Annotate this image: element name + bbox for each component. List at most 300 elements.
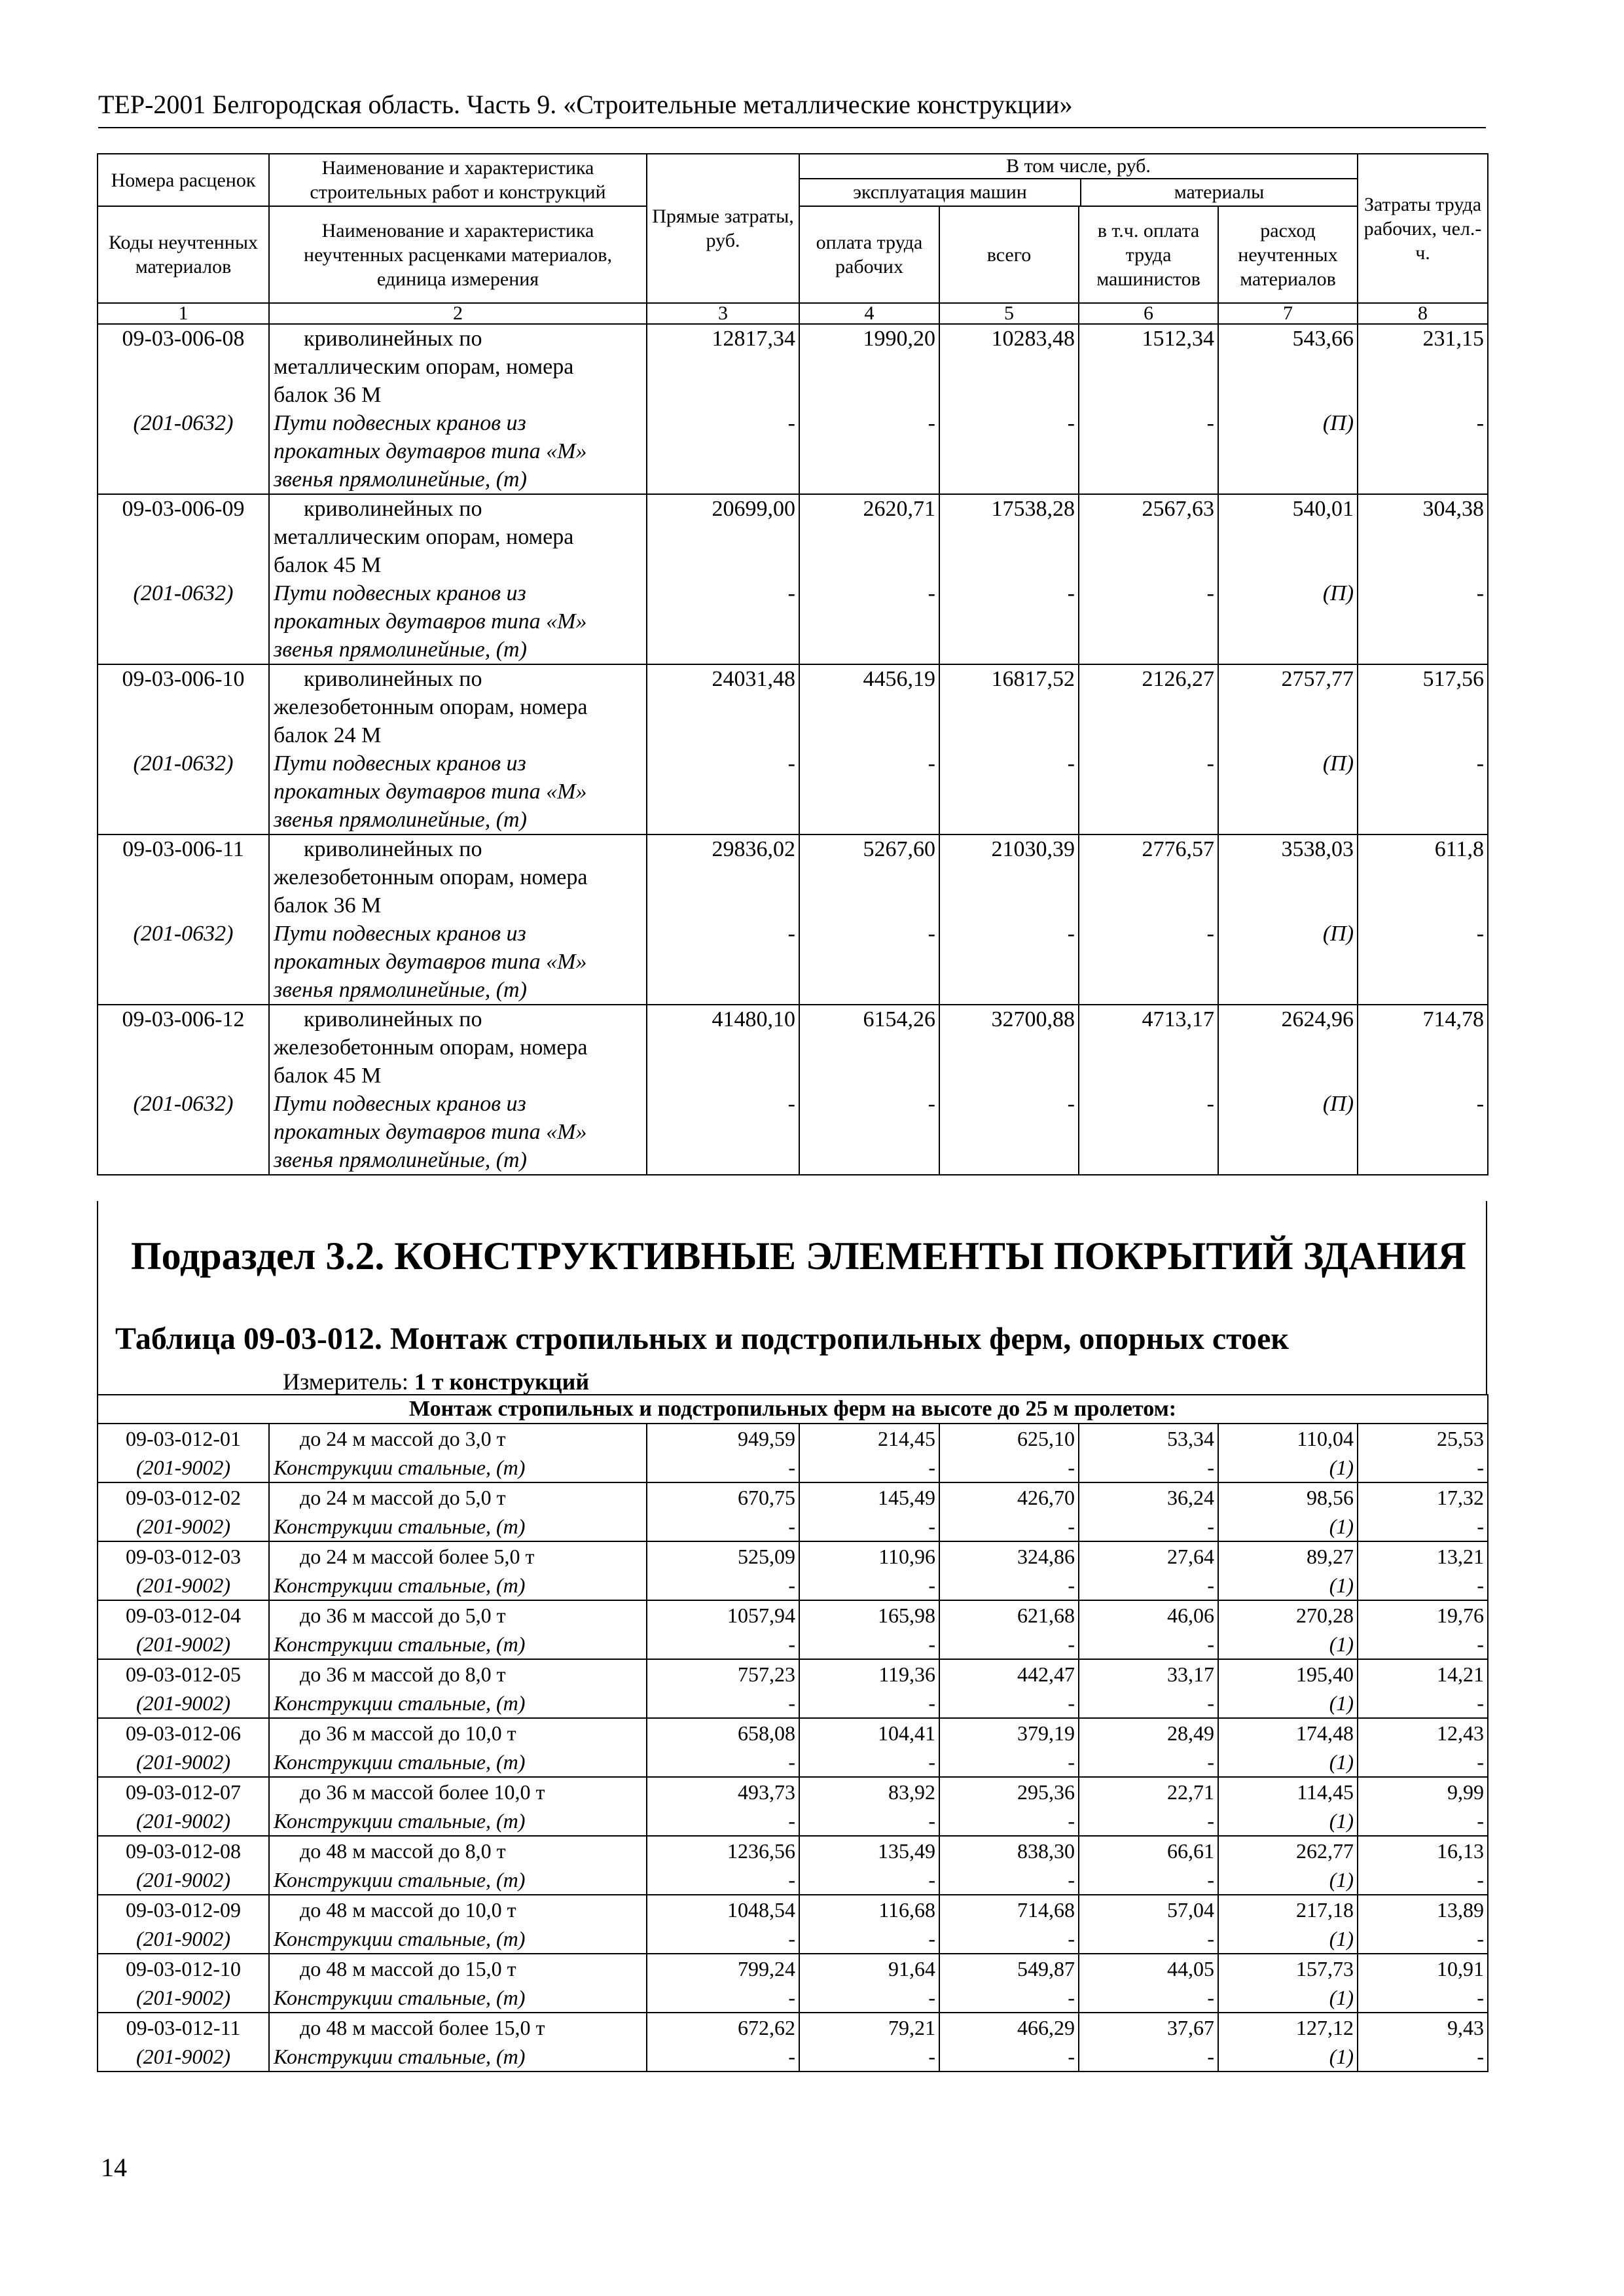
value-v5: 379,19 xyxy=(939,1718,1079,1748)
section-title: Подраздел 3.2. КОНСТРУКТИВНЫЕ ЭЛЕМЕНТЫ ПОКРЫТИЙ ЗДАНИЯ xyxy=(131,1234,1466,1278)
material-value-v3: - xyxy=(787,751,795,776)
material-value: - xyxy=(799,1453,939,1482)
rate-code: 09-03-006-11 xyxy=(122,837,244,861)
rate-name: до 48 м массой до 15,0 т xyxy=(269,1954,647,1983)
value-v4: 1990,20 xyxy=(863,327,935,351)
material-value: - xyxy=(939,1924,1079,1954)
value-v8: 12,43 xyxy=(1358,1718,1488,1748)
material-row xyxy=(98,1865,1488,1895)
value-v8: 9,43 xyxy=(1358,2013,1488,2042)
value-v3: 672,62 xyxy=(647,2013,799,2042)
col-header-machines-total: всего xyxy=(939,206,1079,303)
measure-unit xyxy=(283,1368,589,1395)
material-value-v6: - xyxy=(1206,751,1214,776)
material-value: - xyxy=(799,1983,939,2013)
material-code: (201-9002) xyxy=(98,2042,269,2072)
material-value-v3: - xyxy=(787,411,795,435)
material-row xyxy=(98,1924,1488,1954)
material-value: - xyxy=(939,1571,1079,1600)
material-value: - xyxy=(647,1865,799,1895)
value-v6: 57,04 xyxy=(1079,1895,1218,1924)
material-value-v4: - xyxy=(928,581,935,605)
material-value-v5: - xyxy=(1067,751,1075,776)
value-v3: 12817,34 xyxy=(712,327,795,351)
value-v3: 24031,48 xyxy=(712,667,795,691)
table-row xyxy=(98,1541,1488,1571)
value-cell-v8 xyxy=(1358,494,1488,664)
value-cell-v8 xyxy=(1358,834,1488,1005)
value-v3: 670,75 xyxy=(647,1482,799,1512)
material-value: - xyxy=(1079,1630,1218,1659)
col-header-unaccounted-codes: Коды неучтенных материалов xyxy=(98,206,269,303)
value-v8: 9,99 xyxy=(1358,1777,1488,1806)
value-v5: 16817,52 xyxy=(991,667,1075,691)
value-v4: 83,92 xyxy=(799,1777,939,1806)
col-header-work-name: Наименование и характеристика строительных работ и конструкций xyxy=(269,154,647,206)
material-value: - xyxy=(1358,1748,1488,1777)
col-num: 5 xyxy=(939,303,1079,324)
table-row xyxy=(98,1836,1488,1865)
material-code: (201-9002) xyxy=(98,1924,269,1954)
material-name: Конструкции стальные, (т) xyxy=(269,1924,647,1954)
material-code: (201-9002) xyxy=(98,1748,269,1777)
col-header-including-group xyxy=(799,154,1358,206)
rate-name-line: железобетонным опорам, номера xyxy=(274,695,588,719)
rate-name-cell xyxy=(269,664,647,834)
rate-code: 09-03-012-03 xyxy=(98,1541,269,1571)
value-cell-v5 xyxy=(939,834,1079,1005)
material-code: (201-9002) xyxy=(98,1512,269,1541)
material-value: - xyxy=(1358,1983,1488,2013)
table-row xyxy=(98,1659,1488,1689)
value-v6: 33,17 xyxy=(1079,1659,1218,1689)
material-name-line: Пути подвесных кранов из xyxy=(274,1092,526,1116)
material-value: - xyxy=(647,1983,799,2013)
value-v5: 10283,48 xyxy=(991,327,1075,351)
value-cell-v8 xyxy=(1358,1005,1488,1175)
col-header-direct-costs: Прямые затраты, руб. xyxy=(647,154,799,303)
rate-name: до 36 м массой до 5,0 т xyxy=(269,1600,647,1630)
col-header-material-use: расход неучтенных материалов xyxy=(1218,206,1358,303)
material-name-line: Пути подвесных кранов из xyxy=(274,411,526,435)
material-value-v8: - xyxy=(1476,581,1485,605)
col-header-labor: Затраты труда рабочих, чел.-ч. xyxy=(1358,154,1488,303)
material-value: - xyxy=(647,1512,799,1541)
rate-code: 09-03-012-09 xyxy=(98,1895,269,1924)
value-v3: 20699,00 xyxy=(712,497,795,521)
value-v5: 295,36 xyxy=(939,1777,1079,1806)
material-code: (201-0632) xyxy=(133,1092,234,1116)
material-name: Конструкции стальные, (т) xyxy=(269,1806,647,1836)
material-code: (201-9002) xyxy=(98,1983,269,2013)
material-value-v7: (П) xyxy=(1322,581,1354,605)
value-v8: 19,76 xyxy=(1358,1600,1488,1630)
material-code: (201-0632) xyxy=(133,751,234,776)
material-value: - xyxy=(647,1806,799,1836)
rate-code: 09-03-006-10 xyxy=(122,667,245,691)
material-value-v5: - xyxy=(1067,581,1075,605)
material-name-line: звенья прямолинейные, (т) xyxy=(274,978,527,1002)
value-v7: 270,28 xyxy=(1218,1600,1358,1630)
page-number: 14 xyxy=(101,2153,127,2182)
value-cell-v3 xyxy=(647,324,799,494)
material-row xyxy=(98,1630,1488,1659)
col-num: 4 xyxy=(799,303,939,324)
material-value-v4: - xyxy=(928,411,935,435)
rate-name: до 36 м массой до 8,0 т xyxy=(269,1659,647,1689)
material-value: - xyxy=(799,1512,939,1541)
value-cell-v6 xyxy=(1079,1005,1218,1175)
rate-code: 09-03-006-09 xyxy=(122,497,245,521)
material-value: (1) xyxy=(1218,2042,1358,2072)
value-v6: 66,61 xyxy=(1079,1836,1218,1865)
material-name-line: звенья прямолинейные, (т) xyxy=(274,808,527,832)
col-header-including: В том числе, руб. xyxy=(800,154,1357,179)
rate-code: 09-03-012-05 xyxy=(98,1659,269,1689)
value-v4: 6154,26 xyxy=(863,1007,935,1031)
table-row xyxy=(98,1424,1488,1453)
material-value: - xyxy=(1079,1512,1218,1541)
material-value: - xyxy=(939,1865,1079,1895)
col-num: 8 xyxy=(1358,303,1488,324)
material-value: - xyxy=(1358,1924,1488,1954)
material-value: (1) xyxy=(1218,1924,1358,1954)
material-name-line: прокатных двутавров типа «М» xyxy=(274,950,587,974)
col-num: 2 xyxy=(269,303,647,324)
material-value: (1) xyxy=(1218,1983,1358,2013)
material-name-line: прокатных двутавров типа «М» xyxy=(274,1120,587,1144)
material-code: (201-9002) xyxy=(98,1630,269,1659)
table-row xyxy=(98,664,1488,834)
col-header-machines: эксплуатация машин xyxy=(800,179,1081,206)
material-value-v5: - xyxy=(1067,922,1075,946)
material-value: - xyxy=(939,1689,1079,1718)
material-value: - xyxy=(1358,1689,1488,1718)
material-value: - xyxy=(1358,2042,1488,2072)
material-value: - xyxy=(1079,1689,1218,1718)
value-v4: 116,68 xyxy=(799,1895,939,1924)
material-value-v4: - xyxy=(928,922,935,946)
value-v5: 838,30 xyxy=(939,1836,1079,1865)
value-v3: 525,09 xyxy=(647,1541,799,1571)
value-cell-v3 xyxy=(647,664,799,834)
table-row xyxy=(98,2013,1488,2042)
value-v4: 4456,19 xyxy=(863,667,935,691)
value-v8: 10,91 xyxy=(1358,1954,1488,1983)
table-row xyxy=(98,1895,1488,1924)
material-value: - xyxy=(939,1453,1079,1482)
material-name-line: прокатных двутавров типа «М» xyxy=(274,780,587,804)
rate-name-line: балок 36 М xyxy=(274,383,382,407)
material-value: (1) xyxy=(1218,1806,1358,1836)
rate-code-cell xyxy=(98,834,269,1005)
section-box xyxy=(97,1201,1487,1394)
material-code: (201-0632) xyxy=(133,922,234,946)
material-value: - xyxy=(647,1630,799,1659)
col-num: 7 xyxy=(1218,303,1358,324)
value-v4: 91,64 xyxy=(799,1954,939,1983)
material-code: (201-9002) xyxy=(98,1806,269,1836)
value-v5: 32700,88 xyxy=(991,1007,1075,1031)
material-value: - xyxy=(1358,1630,1488,1659)
rate-name-cell xyxy=(269,494,647,664)
material-value: - xyxy=(1079,1748,1218,1777)
material-value: (1) xyxy=(1218,1453,1358,1482)
material-value: - xyxy=(799,1571,939,1600)
rate-code: 09-03-012-02 xyxy=(98,1482,269,1512)
material-name: Конструкции стальные, (т) xyxy=(269,1748,647,1777)
rate-name: до 48 м массой до 10,0 т xyxy=(269,1895,647,1924)
value-cell-v6 xyxy=(1079,664,1218,834)
material-name-line: звенья прямолинейные, (т) xyxy=(274,467,527,492)
material-value-v3: - xyxy=(787,581,795,605)
value-v7: 540,01 xyxy=(1292,497,1354,521)
rate-name-cell xyxy=(269,834,647,1005)
value-v6: 53,34 xyxy=(1079,1424,1218,1453)
value-v8: 16,13 xyxy=(1358,1836,1488,1865)
material-row xyxy=(98,1983,1488,2013)
rate-code-cell xyxy=(98,664,269,834)
value-v3: 493,73 xyxy=(647,1777,799,1806)
value-v3: 949,59 xyxy=(647,1424,799,1453)
value-v4: 79,21 xyxy=(799,2013,939,2042)
value-v7: 127,12 xyxy=(1218,2013,1358,2042)
material-code: (201-9002) xyxy=(98,1689,269,1718)
value-cell-v8 xyxy=(1358,664,1488,834)
value-cell-v5 xyxy=(939,664,1079,834)
value-cell-v7 xyxy=(1218,494,1358,664)
material-value: - xyxy=(1358,1571,1488,1600)
material-name: Конструкции стальные, (т) xyxy=(269,1512,647,1541)
col-header-operator-pay: в т.ч. оплата труда машинистов xyxy=(1079,206,1218,303)
material-value: - xyxy=(799,2042,939,2072)
value-cell-v4 xyxy=(799,1005,939,1175)
material-code: (201-0632) xyxy=(133,411,234,435)
value-v6: 46,06 xyxy=(1079,1600,1218,1630)
rate-name-line: металлическим опорам, номера xyxy=(274,355,574,379)
rate-code: 09-03-012-11 xyxy=(98,2013,269,2042)
value-v8: 304,38 xyxy=(1422,497,1485,521)
rate-code: 09-03-012-06 xyxy=(98,1718,269,1748)
material-value-v7: (П) xyxy=(1322,922,1354,946)
rate-code: 09-03-012-10 xyxy=(98,1954,269,1983)
material-value: - xyxy=(799,1806,939,1836)
rate-code: 09-03-012-08 xyxy=(98,1836,269,1865)
value-v8: 611,8 xyxy=(1434,837,1485,861)
material-value: (1) xyxy=(1218,1865,1358,1895)
value-v4: 165,98 xyxy=(799,1600,939,1630)
value-v3: 799,24 xyxy=(647,1954,799,1983)
table-title: Таблица 09-03-012. Монтаж стропильных и подстропильных ферм, опорных стоек xyxy=(115,1321,1290,1356)
material-value: - xyxy=(939,1512,1079,1541)
material-code: (201-0632) xyxy=(133,581,234,605)
rate-name-cell xyxy=(269,324,647,494)
rate-name-line: железобетонным опорам, номера xyxy=(274,865,588,889)
material-value: - xyxy=(799,1630,939,1659)
material-value: - xyxy=(647,2042,799,2072)
value-v8: 13,89 xyxy=(1358,1895,1488,1924)
value-v4: 119,36 xyxy=(799,1659,939,1689)
value-cell-v4 xyxy=(799,834,939,1005)
material-value-v5: - xyxy=(1067,411,1075,435)
material-row xyxy=(98,1806,1488,1836)
material-value: - xyxy=(647,1924,799,1954)
material-name-line: звенья прямолинейные, (т) xyxy=(274,1148,527,1172)
material-row xyxy=(98,1453,1488,1482)
value-v8: 517,56 xyxy=(1422,667,1485,691)
rate-name-line: железобетонным опорам, номера xyxy=(274,1035,588,1060)
value-v8: 231,15 xyxy=(1422,327,1485,351)
value-cell-v6 xyxy=(1079,324,1218,494)
rate-code: 09-03-006-08 xyxy=(122,327,245,351)
value-cell-v5 xyxy=(939,324,1079,494)
material-name: Конструкции стальные, (т) xyxy=(269,1865,647,1895)
value-v5: 324,86 xyxy=(939,1541,1079,1571)
value-v8: 13,21 xyxy=(1358,1541,1488,1571)
value-v6: 27,64 xyxy=(1079,1541,1218,1571)
rate-code: 09-03-012-04 xyxy=(98,1600,269,1630)
rate-code: 09-03-006-12 xyxy=(122,1007,245,1031)
value-v5: 426,70 xyxy=(939,1482,1079,1512)
material-value: - xyxy=(939,1983,1079,2013)
material-value: - xyxy=(939,1630,1079,1659)
material-name: Конструкции стальные, (т) xyxy=(269,2042,647,2072)
material-value: - xyxy=(647,1453,799,1482)
value-v6: 28,49 xyxy=(1079,1718,1218,1748)
material-name-line: прокатных двутавров типа «М» xyxy=(274,609,587,634)
rate-name-line: криволинейных по xyxy=(304,327,482,351)
value-v8: 17,32 xyxy=(1358,1482,1488,1512)
material-name-line: звенья прямолинейные, (т) xyxy=(274,637,527,662)
value-v7: 2757,77 xyxy=(1281,667,1354,691)
value-cell-v6 xyxy=(1079,494,1218,664)
value-v6: 44,05 xyxy=(1079,1954,1218,1983)
value-cell-v4 xyxy=(799,324,939,494)
rate-name: до 48 м массой до 8,0 т xyxy=(269,1836,647,1865)
table-row xyxy=(98,494,1488,664)
table-row xyxy=(98,1718,1488,1748)
material-value-v6: - xyxy=(1206,411,1214,435)
material-code: (201-9002) xyxy=(98,1865,269,1895)
material-name: Конструкции стальные, (т) xyxy=(269,1630,647,1659)
value-v7: 89,27 xyxy=(1218,1541,1358,1571)
value-v7: 543,66 xyxy=(1292,327,1354,351)
table-row xyxy=(98,1482,1488,1512)
value-v4: 110,96 xyxy=(799,1541,939,1571)
material-row xyxy=(98,1689,1488,1718)
value-cell-v4 xyxy=(799,494,939,664)
value-v5: 21030,39 xyxy=(991,837,1075,861)
value-v3: 1236,56 xyxy=(647,1836,799,1865)
material-value: - xyxy=(1358,1865,1488,1895)
material-value: - xyxy=(1079,1983,1218,2013)
col-num: 1 xyxy=(98,303,269,324)
value-v7: 157,73 xyxy=(1218,1954,1358,1983)
value-v5: 442,47 xyxy=(939,1659,1079,1689)
rate-name-line: криволинейных по xyxy=(304,667,482,691)
material-name-line: Пути подвесных кранов из xyxy=(274,751,526,776)
material-value: - xyxy=(1079,1924,1218,1954)
material-value-v7: (П) xyxy=(1322,751,1354,776)
value-v5: 17538,28 xyxy=(991,497,1075,521)
material-value: - xyxy=(1358,1806,1488,1836)
rate-code-cell xyxy=(98,324,269,494)
value-v4: 5267,60 xyxy=(863,837,935,861)
material-value-v6: - xyxy=(1206,581,1214,605)
value-v3: 1057,94 xyxy=(647,1600,799,1630)
table-row xyxy=(98,1600,1488,1630)
rate-name: до 36 м массой до 10,0 т xyxy=(269,1718,647,1748)
value-cell-v3 xyxy=(647,1005,799,1175)
material-name: Конструкции стальные, (т) xyxy=(269,1571,647,1600)
material-value-v7: (П) xyxy=(1322,411,1354,435)
value-v6: 1512,34 xyxy=(1142,327,1214,351)
rate-name-cell xyxy=(269,1005,647,1175)
rate-name-line: криволинейных по xyxy=(304,837,482,861)
material-value-v8: - xyxy=(1476,922,1485,946)
rate-name: до 36 м массой более 10,0 т xyxy=(269,1777,647,1806)
material-value-v8: - xyxy=(1476,751,1485,776)
material-value: - xyxy=(799,1865,939,1895)
material-name-line: Пути подвесных кранов из xyxy=(274,581,526,605)
col-num: 3 xyxy=(647,303,799,324)
value-v3: 29836,02 xyxy=(712,837,795,861)
material-row xyxy=(98,1571,1488,1600)
value-v4: 214,45 xyxy=(799,1424,939,1453)
table-row xyxy=(98,1777,1488,1806)
value-v7: 98,56 xyxy=(1218,1482,1358,1512)
material-value: (1) xyxy=(1218,1571,1358,1600)
rate-code-cell xyxy=(98,494,269,664)
value-v5: 549,87 xyxy=(939,1954,1079,1983)
material-name-line: прокатных двутавров типа «М» xyxy=(274,439,587,463)
value-v3: 757,23 xyxy=(647,1659,799,1689)
value-cell-v4 xyxy=(799,664,939,834)
rate-name-line: балок 45 М xyxy=(274,553,382,577)
value-cell-v7 xyxy=(1218,1005,1358,1175)
value-v5: 714,68 xyxy=(939,1895,1079,1924)
value-v7: 2624,96 xyxy=(1281,1007,1354,1031)
value-v3: 658,08 xyxy=(647,1718,799,1748)
value-v3: 41480,10 xyxy=(712,1007,795,1031)
material-row xyxy=(98,1748,1488,1777)
material-value-v3: - xyxy=(787,922,795,946)
material-value: - xyxy=(799,1924,939,1954)
table-row xyxy=(98,834,1488,1005)
material-code: (201-9002) xyxy=(98,1571,269,1600)
value-v7: 114,45 xyxy=(1218,1777,1358,1806)
value-v6: 22,71 xyxy=(1079,1777,1218,1806)
rate-code: 09-03-012-07 xyxy=(98,1777,269,1806)
material-name: Конструкции стальные, (т) xyxy=(269,1689,647,1718)
rate-name: до 24 м массой более 5,0 т xyxy=(269,1541,647,1571)
col-header-unaccounted-names: Наименование и характеристика неучтенных расценками материалов, единица измерения xyxy=(269,206,647,303)
rate-name-line: криволинейных по xyxy=(304,497,482,521)
value-v6: 2567,63 xyxy=(1142,497,1214,521)
value-cell-v5 xyxy=(939,1005,1079,1175)
material-name: Конструкции стальные, (т) xyxy=(269,1983,647,2013)
material-value: - xyxy=(1358,1512,1488,1541)
material-value: (1) xyxy=(1218,1748,1358,1777)
value-v4: 2620,71 xyxy=(863,497,935,521)
rate-name-line: балок 45 М xyxy=(274,1064,382,1088)
group-heading: Монтаж стропильных и подстропильных ферм на высоте до 25 м пролетом: xyxy=(98,1395,1488,1424)
material-name: Конструкции стальные, (т) xyxy=(269,1453,647,1482)
value-v5: 625,10 xyxy=(939,1424,1079,1453)
material-value: - xyxy=(799,1748,939,1777)
rate-name-line: балок 36 М xyxy=(274,893,382,918)
measure-label: Измеритель: xyxy=(283,1369,408,1395)
